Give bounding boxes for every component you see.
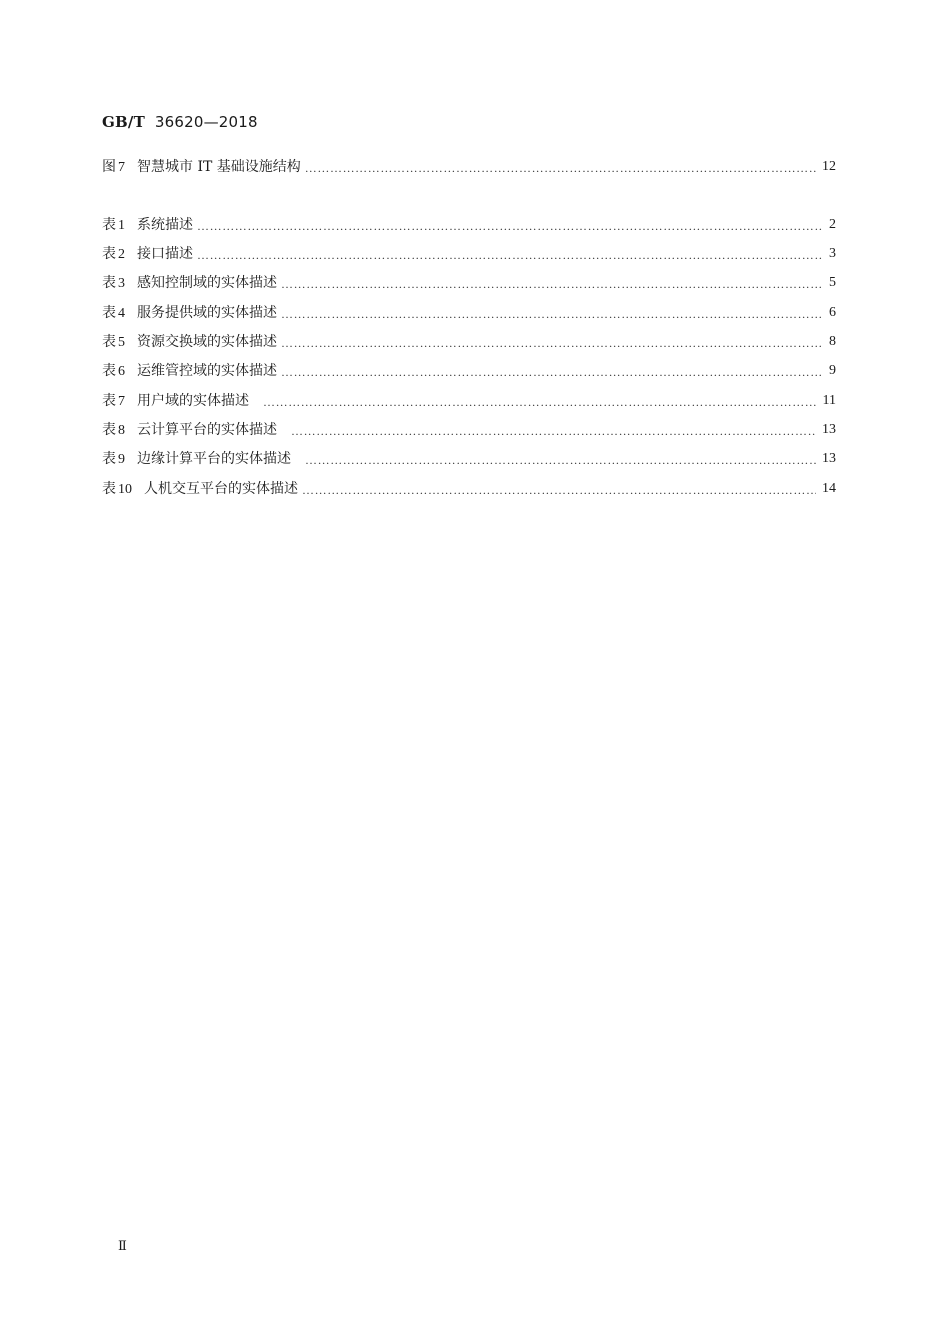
toc-entry-page: 13 [822,451,836,466]
dot-leader [281,303,822,325]
toc-entry-label: 表 6 [102,362,125,379]
toc-entry-label: 表 1 [102,216,125,233]
toc-entry-label: 表 5 [102,333,125,350]
standard-code-header [102,113,258,131]
toc-table-entry[interactable] [102,272,836,294]
toc-table-entry[interactable] [102,360,836,382]
dot-leader [281,361,822,383]
toc-entry-title: 人机交互平台的实体描述 [144,481,298,497]
toc-entry-title: 云计算平台的实体描述 [137,422,277,438]
toc-entry-label: 表 9 [102,450,125,467]
toc-entry-title: 接口描述 [137,246,193,262]
toc-entry-title: 用户域的实体描述 [137,393,249,409]
dot-leader [305,449,816,471]
toc-entry-label: 表 7 [102,392,125,409]
page-number-footer: Ⅱ [118,1238,127,1253]
toc-entry-label: 表 8 [102,421,125,438]
dot-leader [197,215,822,237]
toc-entry-title: 边缘计算平台的实体描述 [137,451,291,467]
toc-entry-label: 表 4 [102,304,125,321]
toc-table-entry[interactable] [102,214,836,236]
dot-leader [305,157,816,179]
toc-table-entry[interactable] [102,331,836,353]
toc-entry-label: 表 10 [102,480,132,497]
toc-entry-page: 11 [822,393,836,408]
toc-entry-title: 智慧城市 IT 基础设施结构 [137,159,301,175]
toc-entry-page: 8 [829,334,836,349]
dot-leader [281,332,822,354]
toc-entry-page: 12 [822,159,836,174]
toc-entry-title: 系统描述 [137,217,193,233]
dot-leader [281,273,822,295]
toc-entry-page: 13 [822,422,836,437]
toc-entry-title: 感知控制域的实体描述 [137,275,277,291]
toc-entry-page: 9 [829,363,836,378]
toc-table-entry[interactable] [102,243,836,265]
toc-entry-page: 3 [829,246,836,261]
standard-code-number: 36620—2018 [154,113,258,131]
standard-code-prefix: GB/T [102,113,145,131]
toc-figure-entry[interactable] [102,156,836,178]
toc-table-entry[interactable] [102,390,836,412]
dot-leader [197,244,822,266]
dot-leader [263,391,817,413]
dot-leader [302,479,816,501]
toc-entry-page: 2 [829,217,836,232]
dot-leader [291,420,816,442]
toc-entry-label: 图 7 [102,158,125,175]
toc-table-entry[interactable] [102,419,836,441]
toc-entry-title: 资源交换域的实体描述 [137,334,277,350]
toc-table-entry[interactable] [102,302,836,324]
toc-entry-label: 表 2 [102,245,125,262]
toc-entry-page: 14 [822,481,836,496]
toc-table-entry[interactable] [102,448,836,470]
toc-entry-page: 6 [829,305,836,320]
toc-table-entry[interactable] [102,478,836,500]
toc-entry-title: 运维管控域的实体描述 [137,363,277,379]
toc-entry-page: 5 [829,275,836,290]
toc-entry-title: 服务提供域的实体描述 [137,305,277,321]
toc-entry-label: 表 3 [102,274,125,291]
